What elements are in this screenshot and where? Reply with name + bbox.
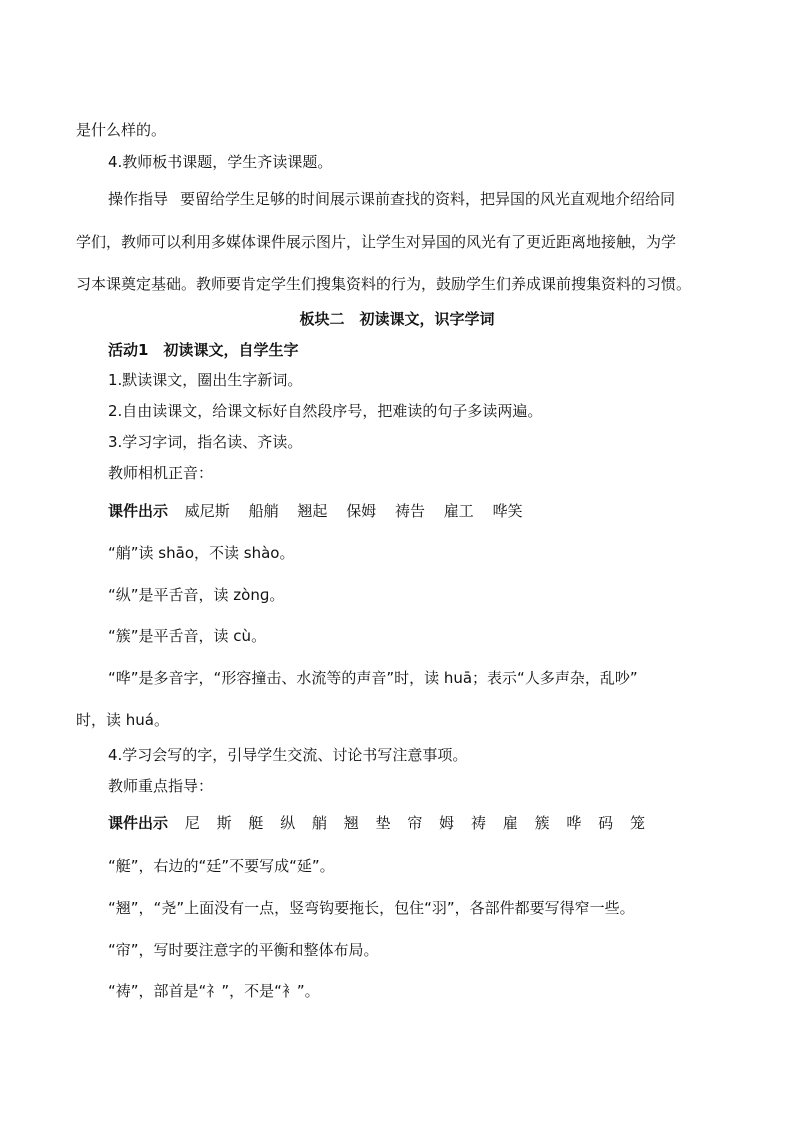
- step-item: 1.默读课文，圈出生字新词。: [108, 371, 303, 389]
- text-line: 学们，教师可以利用多媒体课件展示图片，让学生对异国的风光有了更近距离地接触，为学: [76, 233, 677, 251]
- courseware-label: 课件出示: [108, 814, 169, 832]
- step-item: 2.自由读课文，给课文标好自然段序号，把难读的句子多读两遍。: [108, 402, 543, 420]
- char-item: 哗: [566, 814, 582, 832]
- char-item: 帘: [407, 814, 423, 832]
- text-line: 教师相机正音：: [108, 464, 214, 482]
- courseware-words: [108, 501, 537, 521]
- activity-title: 活动1 初读课文，自学生字: [108, 341, 299, 359]
- writing-note: “翘”，“尧”上面没有一点，竖弯钩要拖长，包住“羽”，各部件都要写得窄一些。: [108, 899, 635, 917]
- text-line: 是什么样的。: [76, 121, 167, 139]
- writing-note: “帘”，写时要注意字的平衡和整体布局。: [108, 941, 379, 959]
- step-item: 4.学习会写的字，引导学生交流、讨论书写注意事项。: [108, 746, 468, 764]
- pronunciation-note: “艄”读 shāo，不读 shào。: [108, 544, 295, 562]
- text-line: 教师重点指导：: [108, 777, 214, 795]
- char-item: 笼: [629, 814, 645, 832]
- text-line: 习本课奠定基础。教师要肯定学生们搜集资料的行为，鼓励学生们养成课前搜集资料的习惯。: [76, 275, 692, 293]
- char-item: 翘: [343, 814, 359, 832]
- vocab-word: 翘起: [297, 502, 328, 520]
- vocab-word: 雇工: [443, 502, 474, 520]
- char-item: 簇: [534, 814, 550, 832]
- pronunciation-note: “簇”是平舌音，读 cù。: [108, 627, 267, 645]
- char-item: 祷: [470, 814, 486, 832]
- vocab-word: 祷告: [394, 502, 425, 520]
- step-item: 3.学习字词，指名读、齐读。: [108, 433, 303, 451]
- char-item: 艄: [311, 814, 327, 832]
- text-line: 4.教师板书课题，学生齐读课题。: [108, 153, 333, 171]
- guidance-text: 要留给学生足够的时间展示课前查找的资料，把异国的风光直观地介绍给同: [180, 190, 676, 208]
- writing-note: “祷”，部首是“礻”，不是“衤”。: [108, 982, 320, 1000]
- char-item: 姆: [439, 814, 455, 832]
- char-item: 码: [598, 814, 614, 832]
- char-item: 垫: [375, 814, 391, 832]
- section-title: 板块二 初读课文，识字学词: [299, 310, 495, 328]
- char-item: 纵: [280, 814, 296, 832]
- char-item: 斯: [216, 814, 232, 832]
- char-item: 艇: [248, 814, 264, 832]
- pronunciation-note: “纵”是平舌音，读 zònɡ。: [108, 586, 285, 604]
- writing-note: “艇”，右边的“廷”不要写成“延”。: [108, 857, 335, 875]
- vocab-word: 哗笑: [492, 502, 523, 520]
- pronunciation-note: “哗”是多音字，“形容撞击、水流等的声音”时，读 huā；表示“人多声杂，乱吵”: [108, 669, 638, 687]
- guidance-paragraph: [108, 189, 675, 209]
- char-item: 尼: [184, 814, 200, 832]
- vocab-word: 威尼斯: [184, 502, 230, 520]
- courseware-label: 课件出示: [108, 502, 169, 520]
- courseware-chars: [108, 813, 657, 833]
- char-item: 雇: [502, 814, 518, 832]
- vocab-word: 保姆: [346, 502, 377, 520]
- pronunciation-note: 时，读 huá。: [76, 711, 169, 729]
- vocab-word: 船艄: [248, 502, 279, 520]
- guidance-label: 操作指导: [108, 190, 169, 208]
